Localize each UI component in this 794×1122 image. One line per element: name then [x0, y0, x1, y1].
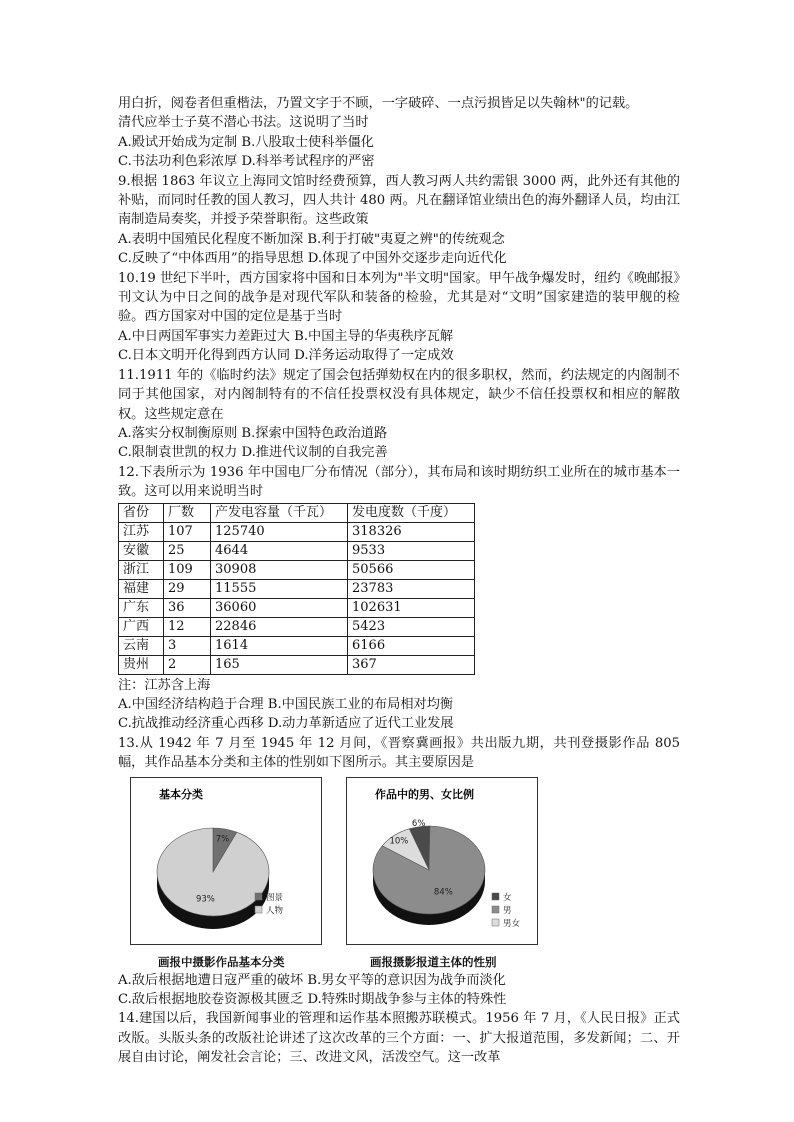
table-cell: 4644 [211, 541, 348, 560]
q8-option-ab: A.殿试开始成为定制 B.八股取士使科举僵化 [118, 134, 374, 150]
table-header: 发电度数（千度） [348, 503, 475, 522]
legend-swatch [255, 906, 262, 913]
table-row [119, 617, 475, 636]
q11-stem: 11.1911 年的《临时约法》规定了国会包括弹劾权在内的很多职权，然而，约法规定的内阁制不同于其他国家，对内阁制特有的不信任投票权没有具体规定，缺少不信任投票权和相应的解散权。这些规定意在 [118, 367, 680, 422]
chart-gender-ratio [346, 777, 538, 945]
pie-slice-label: 10% [389, 836, 409, 847]
table-header: 厂数 [164, 503, 211, 522]
table-cell: 102631 [348, 598, 475, 617]
table-cell: 367 [348, 655, 475, 674]
table-cell: 165 [211, 655, 348, 674]
q11-option-ab: A.落实分权制衡原则 B.探索中国特色政治道路 [118, 425, 388, 441]
q13-figure [118, 777, 680, 969]
legend-swatch [492, 893, 499, 900]
table-row [119, 636, 475, 655]
table-cell: 3 [164, 636, 211, 655]
table-cell: 29 [164, 579, 211, 598]
q12-option-cd: C.抗战推动经济重心西移 D.动力革新适应了近代工业发展 [118, 716, 454, 732]
table-cell: 安徽 [119, 541, 164, 560]
legend-label: 男女 [503, 918, 521, 929]
q11-option-cd: C.限制袁世凯的权力 D.推进代议制的自我完善 [118, 445, 388, 461]
table-cell: 江苏 [119, 522, 164, 541]
table-cell: 50566 [348, 560, 475, 579]
q13-option-ab: A.敌后根据地遭日寇严重的破坏 B.男女平等的意识因为战争而淡化 [118, 972, 506, 988]
q12-option-ab: A.中国经济结构趋于合理 B.中国民族工业的布局相对均衡 [118, 696, 454, 712]
table-cell: 5423 [348, 617, 475, 636]
pie-chart-gender-ratio [347, 778, 537, 944]
q13-option-cd: C.敌后根据地胶卷资源极其匮乏 D.特殊时期战争参与主体的特殊性 [118, 991, 507, 1007]
table-cell: 25 [164, 541, 211, 560]
table-row [119, 560, 475, 579]
table-cell: 1614 [211, 636, 348, 655]
legend-label: 男 [503, 905, 512, 916]
table-cell: 广西 [119, 617, 164, 636]
q10-option-ab: A.中日两国军事实力差距过大 B.中国主导的华夷秩序瓦解 [118, 328, 454, 344]
legend-label: 人物 [266, 905, 284, 916]
table-cell: 广东 [119, 598, 164, 617]
table-row [119, 579, 475, 598]
table-cell: 36 [164, 598, 211, 617]
pie-slice-label: 84% [433, 886, 453, 897]
table-row [119, 522, 475, 541]
q10-option-cd: C.日本文明开化得到西方认同 D.洋务运动取得了一定成效 [118, 348, 454, 364]
table-header: 产发电容量（千瓦） [211, 503, 348, 522]
q9-stem: 9.根据 1863 年议立上海同文馆时经费预算，西人教习两人共约需银 3000 两，此外还有其他的补贴，而同时任教的国人教习，四人共计 480 两。凡在翻译馆业绩出色的海外翻译人员，均由江南制造局奏奖，并授予荣誉职衔。这些政策 [118, 173, 680, 228]
table-row [119, 541, 475, 560]
q8-text-line1: 用白折，阅卷者但重楷法，乃置文字于不顾，一字破碎、一点污损皆足以失翰林"的记载。 [118, 96, 639, 111]
pie-chart-basic-category [131, 778, 321, 944]
q13-stem: 13.从 1942 年 7 月至 1945 年 12 月间，《晋察冀画报》共出版九期，共刊登摄影作品 805 幅，其作品基本分类和主体的性别如下图所示。其主要原因是 [118, 735, 680, 771]
q9-option-ab: A.表明中国殖民化程度不断加深 B.利于打破"夷夏之辨"的传统观念 [118, 231, 505, 247]
pie-slice-label: 93% [195, 894, 215, 905]
q8-text-line2: 清代应举士子莫不潜心书法。这说明了当时 [118, 115, 369, 131]
table-header-row [119, 503, 475, 522]
table-cell: 30908 [211, 560, 348, 579]
q12-note: 注：江苏含上海 [118, 677, 211, 693]
table-cell: 23783 [348, 579, 475, 598]
legend-label: 女 [503, 892, 512, 903]
table-cell: 贵州 [119, 655, 164, 674]
chart-title: 基本分类 [159, 787, 203, 801]
q14-stem: 14.建国以后，我国新闻事业的管理和运作基本照搬苏联模式。1956 年 7 月，《人民日报》正式改版。头版头条的改版社论讲述了这次改革的三个方面：一、扩大报道范围，多发新闻；二、开展自由讨论，阐发社会言论；三、改进文风，活泼空气。这一改革 [118, 1011, 680, 1066]
legend-swatch [492, 919, 499, 926]
table-cell: 9533 [348, 541, 475, 560]
table-cell: 福建 [119, 579, 164, 598]
table-header: 省份 [119, 503, 164, 522]
table-cell: 22846 [211, 617, 348, 636]
table-cell: 11555 [211, 579, 348, 598]
q9-option-cd: C.反映了“中体西用”的指导思想 D.体现了中国外交逐步走向近代化 [118, 251, 507, 267]
table-cell: 6166 [348, 636, 475, 655]
table-cell: 浙江 [119, 560, 164, 579]
legend-swatch [255, 893, 262, 900]
table-row [119, 655, 475, 674]
exam-page [118, 94, 680, 1068]
table-cell: 318326 [348, 522, 475, 541]
chart-caption-gender: 画报摄影报道主体的性别 [370, 954, 497, 969]
chart-caption-basic: 画报中摄影作品基本分类 [158, 954, 285, 969]
table-cell: 云南 [119, 636, 164, 655]
power-plant-table [118, 503, 475, 675]
legend-swatch [492, 906, 499, 913]
table-cell: 2 [164, 655, 211, 674]
table-cell: 107 [164, 522, 211, 541]
pie-slice-label: 6% [411, 818, 426, 829]
table-row [119, 598, 475, 617]
legend-label: 图景 [266, 892, 284, 903]
table-cell: 125740 [211, 522, 348, 541]
q10-stem: 10.19 世纪下半叶，西方国家将中国和日本列为"半文明"国家。甲午战争爆发时，纽约《晚邮报》刊文认为中日之间的战争是对现代军队和装备的检验，尤其是对“文明”国家建造的装甲舰的检验。西方国家对中国的定位是基于当时 [118, 270, 680, 325]
chart-title: 作品中的男、女比例 [375, 787, 474, 801]
q8-option-cd: C.书法功利色彩浓厚 D.科举考试程序的严密 [118, 154, 375, 170]
table-cell: 36060 [211, 598, 348, 617]
q12-stem: 12.下表所示为 1936 年中国电厂分布情况（部分），其布局和该时期纺织工业所在的城市基本一致。这可以用来说明当时 [118, 464, 680, 500]
table-cell: 109 [164, 560, 211, 579]
chart-basic-category [130, 777, 322, 945]
table-cell: 12 [164, 617, 211, 636]
pie-slice-label: 7% [215, 834, 230, 845]
